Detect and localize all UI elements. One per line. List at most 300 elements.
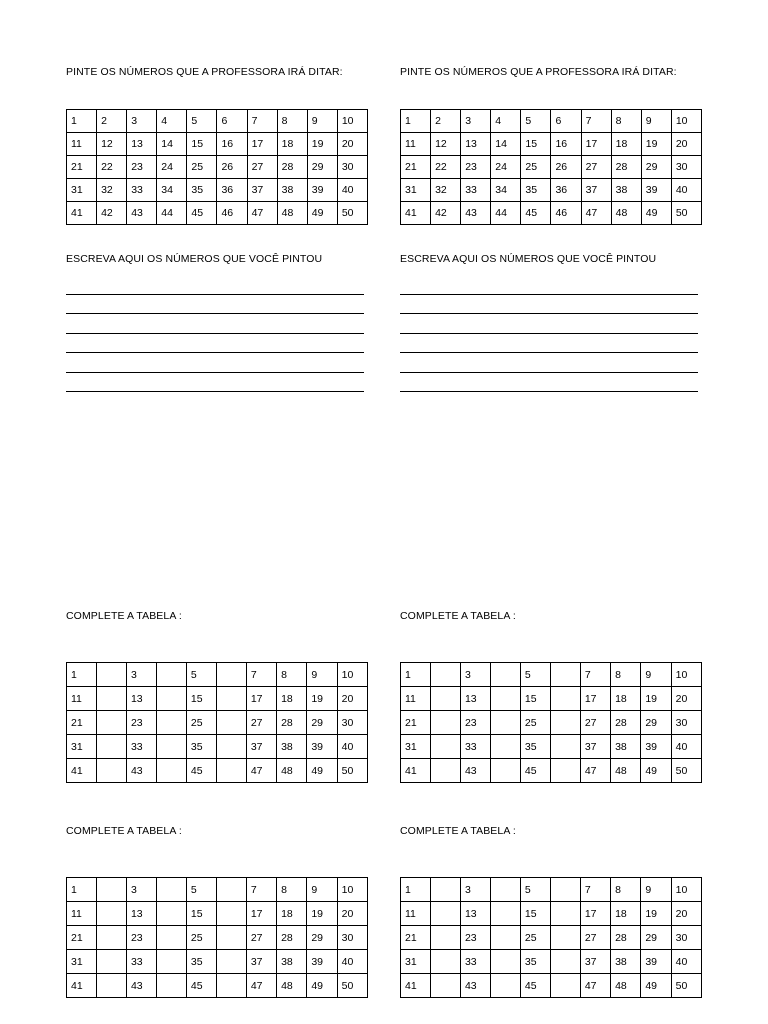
number-cell: 48 <box>277 202 307 225</box>
number-cell: 37 <box>580 735 610 759</box>
number-cell: 20 <box>337 133 367 156</box>
writing-line[interactable] <box>400 373 698 393</box>
number-cell: 24 <box>491 156 521 179</box>
number-cell: 43 <box>460 974 490 998</box>
number-cell: 1 <box>401 110 431 133</box>
writing-line[interactable] <box>66 353 364 373</box>
blank-cell[interactable] <box>217 902 247 926</box>
number-cell: 26 <box>217 156 247 179</box>
blank-cell[interactable] <box>491 711 521 735</box>
number-cell: 9 <box>641 110 671 133</box>
number-cell: 35 <box>186 950 216 974</box>
grid-row <box>67 202 368 225</box>
blank-cell[interactable] <box>551 663 581 687</box>
number-cell: 30 <box>671 711 701 735</box>
blank-cell[interactable] <box>157 663 187 687</box>
number-cell: 49 <box>307 759 337 783</box>
number-cell: 19 <box>641 687 671 711</box>
number-cell: 11 <box>401 902 431 926</box>
number-cell: 37 <box>246 735 276 759</box>
blank-cell[interactable] <box>551 974 581 998</box>
number-cell: 21 <box>67 926 97 950</box>
grid-row <box>67 179 368 202</box>
blank-cell[interactable] <box>491 759 521 783</box>
number-cell: 48 <box>277 759 307 783</box>
number-cell: 11 <box>401 687 431 711</box>
number-cell: 10 <box>337 110 367 133</box>
number-cell: 21 <box>401 156 431 179</box>
blank-cell[interactable] <box>217 926 247 950</box>
number-grid-pinte-left <box>66 109 368 225</box>
number-cell: 23 <box>126 926 156 950</box>
number-cell: 38 <box>277 950 307 974</box>
number-cell: 39 <box>307 735 337 759</box>
blank-cell[interactable] <box>551 902 581 926</box>
number-cell: 40 <box>337 735 367 759</box>
number-cell: 41 <box>401 974 431 998</box>
blank-cell[interactable] <box>491 926 521 950</box>
number-cell: 25 <box>187 156 217 179</box>
number-cell: 29 <box>307 711 337 735</box>
number-cell: 3 <box>461 110 491 133</box>
number-cell: 17 <box>581 133 611 156</box>
blank-cell[interactable] <box>551 735 581 759</box>
number-cell: 7 <box>247 110 277 133</box>
number-cell: 29 <box>641 156 671 179</box>
number-cell: 26 <box>551 156 581 179</box>
number-cell: 13 <box>460 687 490 711</box>
grid-row <box>401 735 702 759</box>
number-cell: 38 <box>611 735 641 759</box>
number-cell: 33 <box>460 735 490 759</box>
number-cell: 17 <box>247 133 277 156</box>
number-cell: 49 <box>641 974 671 998</box>
number-cell: 50 <box>671 759 701 783</box>
number-cell: 41 <box>401 759 431 783</box>
number-cell: 3 <box>460 878 490 902</box>
blank-cell[interactable] <box>431 735 461 759</box>
writing-line[interactable] <box>66 373 364 393</box>
grid-row <box>401 759 702 783</box>
grid-row <box>67 133 368 156</box>
grid-row <box>401 974 702 998</box>
number-cell: 41 <box>67 974 97 998</box>
number-cell: 42 <box>97 202 127 225</box>
number-cell: 19 <box>307 687 337 711</box>
number-cell: 25 <box>520 711 550 735</box>
grid-row <box>401 110 702 133</box>
number-cell: 38 <box>611 950 641 974</box>
number-cell: 40 <box>337 179 367 202</box>
number-cell: 50 <box>671 974 701 998</box>
number-cell: 8 <box>611 663 641 687</box>
number-cell: 3 <box>126 663 156 687</box>
complete-heading-left-2: COMPLETE A TABELA : <box>66 825 182 837</box>
number-cell: 50 <box>337 759 367 783</box>
blank-cell[interactable] <box>491 902 521 926</box>
number-cell: 43 <box>126 759 156 783</box>
writing-line[interactable] <box>400 353 698 373</box>
number-cell: 10 <box>337 663 367 687</box>
number-cell: 34 <box>491 179 521 202</box>
blank-cell[interactable] <box>97 711 127 735</box>
number-cell: 20 <box>671 687 701 711</box>
blank-cell[interactable] <box>431 974 461 998</box>
number-cell: 27 <box>246 926 276 950</box>
writing-line[interactable] <box>400 334 698 354</box>
number-cell: 14 <box>491 133 521 156</box>
number-cell: 9 <box>641 878 671 902</box>
grid-row <box>67 759 368 783</box>
number-cell: 23 <box>126 711 156 735</box>
number-cell: 47 <box>580 974 610 998</box>
number-cell: 49 <box>641 202 671 225</box>
number-cell: 28 <box>611 156 641 179</box>
number-cell: 20 <box>337 687 367 711</box>
blank-cell[interactable] <box>551 878 581 902</box>
writing-line[interactable] <box>66 275 364 295</box>
blank-cell[interactable] <box>217 687 247 711</box>
number-cell: 27 <box>247 156 277 179</box>
number-cell: 31 <box>401 179 431 202</box>
number-cell: 30 <box>337 156 367 179</box>
blank-cell[interactable] <box>551 711 581 735</box>
writing-lines-left[interactable] <box>66 275 364 392</box>
blank-cell[interactable] <box>431 663 461 687</box>
grid-row <box>401 687 702 711</box>
number-cell: 6 <box>217 110 247 133</box>
number-cell: 22 <box>431 156 461 179</box>
grid-row <box>401 878 702 902</box>
number-cell: 15 <box>186 687 216 711</box>
number-cell: 1 <box>401 663 431 687</box>
number-cell: 21 <box>401 711 431 735</box>
writing-line[interactable] <box>66 334 364 354</box>
blank-cell[interactable] <box>157 974 187 998</box>
number-cell: 35 <box>521 179 551 202</box>
number-cell: 34 <box>157 179 187 202</box>
number-cell: 44 <box>491 202 521 225</box>
number-cell: 13 <box>460 902 490 926</box>
grid-row <box>401 202 702 225</box>
number-grid-complete-left-1 <box>66 662 368 783</box>
number-cell: 40 <box>671 950 701 974</box>
number-cell: 21 <box>67 156 97 179</box>
number-cell: 25 <box>521 156 551 179</box>
number-cell: 25 <box>186 711 216 735</box>
blank-cell[interactable] <box>97 974 127 998</box>
number-cell: 10 <box>671 878 701 902</box>
blank-cell[interactable] <box>97 759 127 783</box>
number-cell: 38 <box>277 735 307 759</box>
number-cell: 8 <box>611 878 641 902</box>
blank-cell[interactable] <box>491 974 521 998</box>
blank-cell[interactable] <box>157 735 187 759</box>
blank-cell[interactable] <box>491 735 521 759</box>
number-cell: 23 <box>127 156 157 179</box>
grid-row <box>401 179 702 202</box>
number-cell: 3 <box>126 878 156 902</box>
number-cell: 31 <box>67 950 97 974</box>
blank-cell[interactable] <box>217 711 247 735</box>
number-cell: 8 <box>611 110 641 133</box>
blank-cell[interactable] <box>97 926 127 950</box>
blank-cell[interactable] <box>551 759 581 783</box>
number-cell: 40 <box>671 735 701 759</box>
number-cell: 1 <box>67 110 97 133</box>
number-cell: 13 <box>461 133 491 156</box>
number-cell: 47 <box>246 974 276 998</box>
number-cell: 35 <box>520 950 550 974</box>
number-cell: 2 <box>431 110 461 133</box>
blank-cell[interactable] <box>97 902 127 926</box>
grid-row <box>401 950 702 974</box>
number-cell: 18 <box>277 133 307 156</box>
number-cell: 7 <box>580 663 610 687</box>
number-cell: 50 <box>337 202 367 225</box>
number-cell: 38 <box>277 179 307 202</box>
number-cell: 7 <box>246 878 276 902</box>
grid-row <box>401 902 702 926</box>
number-cell: 27 <box>246 711 276 735</box>
number-cell: 7 <box>581 110 611 133</box>
number-cell: 17 <box>246 902 276 926</box>
blank-cell[interactable] <box>431 878 461 902</box>
number-cell: 18 <box>277 902 307 926</box>
blank-cell[interactable] <box>217 878 247 902</box>
number-cell: 13 <box>127 133 157 156</box>
blank-cell[interactable] <box>491 687 521 711</box>
number-cell: 42 <box>431 202 461 225</box>
number-cell: 8 <box>277 110 307 133</box>
blank-cell[interactable] <box>97 663 127 687</box>
number-cell: 32 <box>97 179 127 202</box>
number-cell: 28 <box>277 926 307 950</box>
number-cell: 41 <box>401 202 431 225</box>
grid-row <box>401 133 702 156</box>
number-cell: 1 <box>67 663 97 687</box>
number-cell: 11 <box>67 902 97 926</box>
number-cell: 4 <box>491 110 521 133</box>
number-cell: 18 <box>277 687 307 711</box>
number-cell: 37 <box>581 179 611 202</box>
number-cell: 19 <box>641 902 671 926</box>
blank-cell[interactable] <box>157 926 187 950</box>
number-cell: 45 <box>520 759 550 783</box>
pinte-heading-right: PINTE OS NÚMEROS QUE A PROFESSORA IRÁ DITAR: <box>400 66 677 78</box>
blank-cell[interactable] <box>157 711 187 735</box>
blank-cell[interactable] <box>491 950 521 974</box>
number-cell: 18 <box>611 902 641 926</box>
blank-cell[interactable] <box>431 926 461 950</box>
number-cell: 32 <box>431 179 461 202</box>
number-cell: 20 <box>671 902 701 926</box>
number-cell: 24 <box>157 156 187 179</box>
number-cell: 47 <box>246 759 276 783</box>
number-cell: 33 <box>127 179 157 202</box>
blank-cell[interactable] <box>491 663 521 687</box>
number-cell: 35 <box>520 735 550 759</box>
number-cell: 39 <box>641 179 671 202</box>
number-cell: 15 <box>187 133 217 156</box>
number-grid-complete-right-2 <box>400 877 702 998</box>
number-cell: 30 <box>671 156 701 179</box>
grid-row <box>67 902 368 926</box>
number-cell: 29 <box>307 156 337 179</box>
number-cell: 4 <box>157 110 187 133</box>
number-cell: 9 <box>307 663 337 687</box>
writing-line[interactable] <box>400 314 698 334</box>
complete-heading-right-2: COMPLETE A TABELA : <box>400 825 516 837</box>
grid-row <box>401 926 702 950</box>
number-cell: 39 <box>307 179 337 202</box>
number-cell: 37 <box>247 179 277 202</box>
number-cell: 19 <box>307 902 337 926</box>
pinte-heading-left: PINTE OS NÚMEROS QUE A PROFESSORA IRÁ DITAR: <box>66 66 343 78</box>
number-cell: 8 <box>277 663 307 687</box>
blank-cell[interactable] <box>157 687 187 711</box>
number-cell: 39 <box>641 950 671 974</box>
number-cell: 43 <box>461 202 491 225</box>
number-cell: 29 <box>307 926 337 950</box>
number-cell: 49 <box>641 759 671 783</box>
number-cell: 29 <box>641 926 671 950</box>
blank-cell[interactable] <box>97 735 127 759</box>
number-cell: 25 <box>186 926 216 950</box>
writing-line[interactable] <box>400 295 698 315</box>
grid-row <box>67 950 368 974</box>
blank-cell[interactable] <box>431 950 461 974</box>
number-cell: 30 <box>337 711 367 735</box>
number-grid-pinte-right <box>400 109 702 225</box>
number-cell: 21 <box>401 926 431 950</box>
number-cell: 12 <box>97 133 127 156</box>
number-cell: 10 <box>671 110 701 133</box>
number-cell: 36 <box>217 179 247 202</box>
number-cell: 33 <box>461 179 491 202</box>
number-cell: 48 <box>277 974 307 998</box>
number-cell: 37 <box>246 950 276 974</box>
blank-cell[interactable] <box>217 759 247 783</box>
number-cell: 43 <box>460 759 490 783</box>
number-cell: 1 <box>67 878 97 902</box>
number-cell: 2 <box>97 110 127 133</box>
writing-line[interactable] <box>66 295 364 315</box>
number-cell: 7 <box>580 878 610 902</box>
blank-cell[interactable] <box>97 878 127 902</box>
number-cell: 3 <box>460 663 490 687</box>
writing-lines-right[interactable] <box>400 275 698 392</box>
grid-row <box>401 663 702 687</box>
number-cell: 16 <box>551 133 581 156</box>
blank-cell[interactable] <box>491 878 521 902</box>
number-cell: 48 <box>611 202 641 225</box>
writing-line[interactable] <box>400 275 698 295</box>
number-cell: 17 <box>580 902 610 926</box>
grid-row <box>67 711 368 735</box>
number-cell: 19 <box>307 133 337 156</box>
number-cell: 28 <box>277 156 307 179</box>
blank-cell[interactable] <box>217 735 247 759</box>
number-cell: 28 <box>277 711 307 735</box>
blank-cell[interactable] <box>217 974 247 998</box>
escreva-heading-right: ESCREVA AQUI OS NÚMEROS QUE VOCÊ PINTOU <box>400 253 657 265</box>
blank-cell[interactable] <box>551 687 581 711</box>
number-cell: 17 <box>580 687 610 711</box>
grid-row <box>401 711 702 735</box>
blank-cell[interactable] <box>97 687 127 711</box>
number-cell: 5 <box>186 663 216 687</box>
blank-cell[interactable] <box>431 711 461 735</box>
blank-cell[interactable] <box>431 687 461 711</box>
number-cell: 23 <box>460 926 490 950</box>
number-grid-complete-right-1 <box>400 662 702 783</box>
blank-cell[interactable] <box>217 950 247 974</box>
grid-row <box>67 926 368 950</box>
number-cell: 48 <box>611 759 641 783</box>
number-cell: 43 <box>126 974 156 998</box>
number-cell: 39 <box>641 735 671 759</box>
number-cell: 41 <box>67 759 97 783</box>
number-cell: 5 <box>520 663 550 687</box>
number-cell: 50 <box>337 974 367 998</box>
number-cell: 48 <box>611 974 641 998</box>
number-cell: 8 <box>277 878 307 902</box>
number-cell: 49 <box>307 974 337 998</box>
number-cell: 15 <box>186 902 216 926</box>
number-cell: 31 <box>67 179 97 202</box>
number-cell: 35 <box>187 179 217 202</box>
number-cell: 31 <box>401 950 431 974</box>
blank-cell[interactable] <box>157 902 187 926</box>
number-cell: 28 <box>611 711 641 735</box>
grid-row <box>67 663 368 687</box>
blank-cell[interactable] <box>431 759 461 783</box>
number-cell: 13 <box>126 687 156 711</box>
number-cell: 3 <box>127 110 157 133</box>
number-cell: 5 <box>186 878 216 902</box>
number-cell: 9 <box>307 878 337 902</box>
blank-cell[interactable] <box>157 950 187 974</box>
number-cell: 13 <box>126 902 156 926</box>
number-cell: 31 <box>401 735 431 759</box>
number-cell: 30 <box>671 926 701 950</box>
number-cell: 46 <box>551 202 581 225</box>
blank-cell[interactable] <box>551 926 581 950</box>
number-cell: 41 <box>67 202 97 225</box>
blank-cell[interactable] <box>97 950 127 974</box>
number-cell: 40 <box>337 950 367 974</box>
number-cell: 18 <box>611 133 641 156</box>
number-cell: 49 <box>307 202 337 225</box>
number-cell: 11 <box>401 133 431 156</box>
escreva-heading-left: ESCREVA AQUI OS NÚMEROS QUE VOCÊ PINTOU <box>66 253 323 265</box>
blank-cell[interactable] <box>551 950 581 974</box>
blank-cell[interactable] <box>157 878 187 902</box>
number-cell: 5 <box>187 110 217 133</box>
writing-line[interactable] <box>66 314 364 334</box>
number-cell: 38 <box>611 179 641 202</box>
grid-row <box>67 974 368 998</box>
number-cell: 22 <box>97 156 127 179</box>
number-cell: 15 <box>520 687 550 711</box>
blank-cell[interactable] <box>217 663 247 687</box>
number-cell: 12 <box>431 133 461 156</box>
blank-cell[interactable] <box>431 902 461 926</box>
number-cell: 15 <box>521 133 551 156</box>
blank-cell[interactable] <box>157 759 187 783</box>
number-cell: 33 <box>126 950 156 974</box>
